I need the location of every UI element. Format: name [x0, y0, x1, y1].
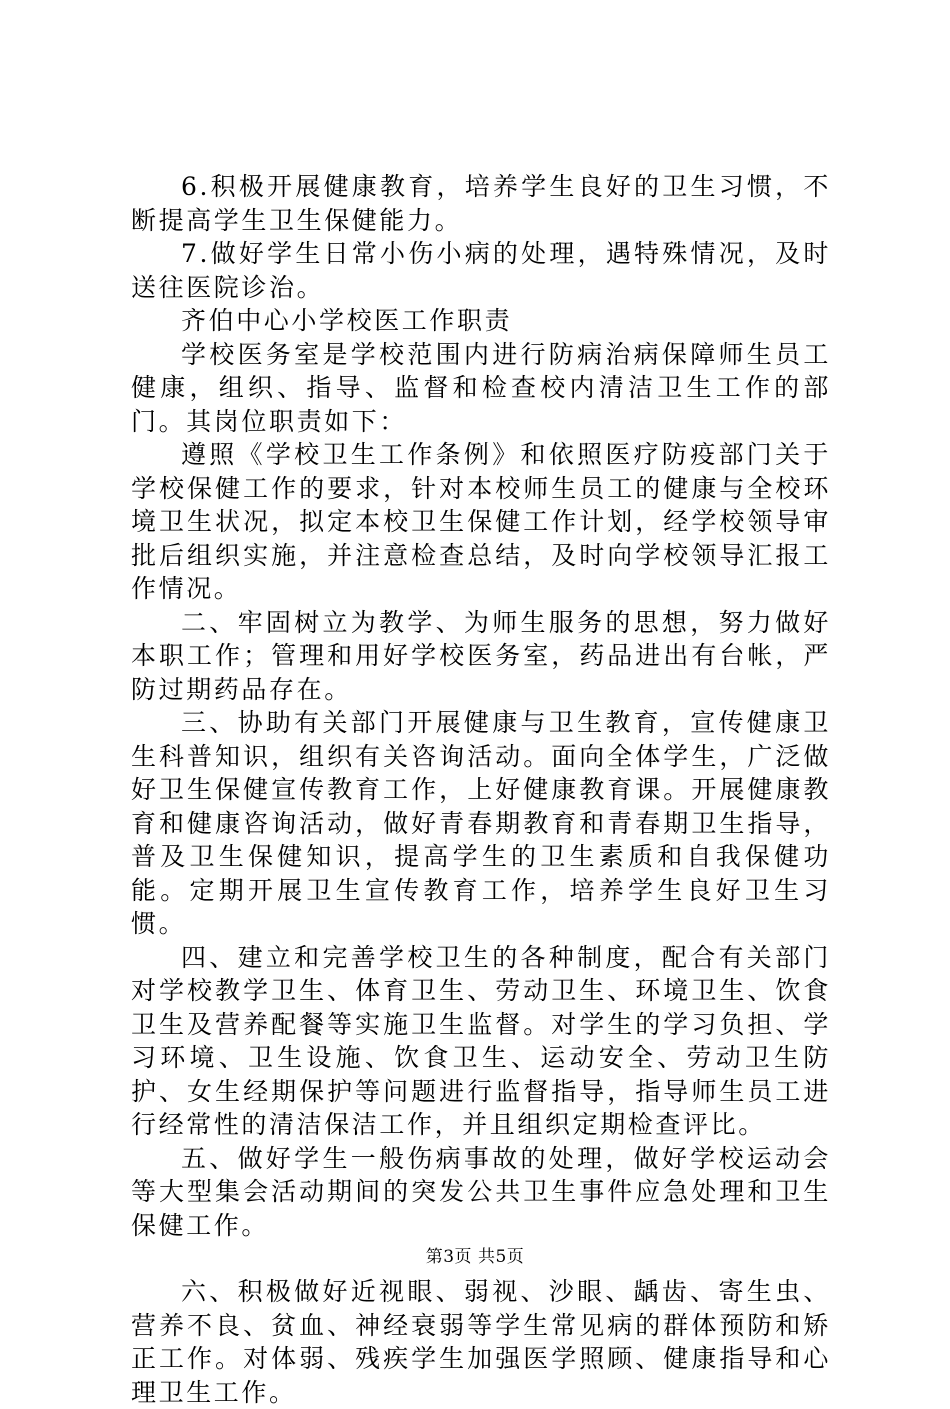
- paragraph-item-6: 6.积极开展健康教育，培养学生良好的卫生习惯，不断提高学生卫生保健能力。: [131, 172, 831, 235]
- paragraph-duty-2: 二、牢固树立为教学、为师生服务的思想，努力做好本职工作；管理和用好学校医务室，药品进出有台帐，严防过期药品存在。: [131, 607, 831, 704]
- paragraph-duty-3: 三、协助有关部门开展健康与卫生教育，宣传健康卫生科普知识，组织有关咨询活动。面向全体学生，广泛做好卫生保健宣传教育工作，上好健康教育课。开展健康教育和健康咨询活动，做好青春期教育和青春期卫生指导，普及卫生保健知识，提高学生的卫生素质和自我保健功能。定期开展卫生宣传教育工作，培养学生良好卫生习惯。: [131, 708, 831, 938]
- paragraph-duty-6: 六、积极做好近视眼、弱视、沙眼、龋齿、寄生虫、营养不良、贫血、神经衰弱等学生常见病的群体预防和矫正工作。对体弱、残疾学生加强医学照顾、健康指导和心理卫生工作。: [131, 1277, 831, 1407]
- paragraph-intro: 学校医务室是学校范围内进行防病治病保障师生员工健康，组织、指导、监督和检查校内清洁卫生工作的部门。其岗位职责如下：: [131, 339, 831, 436]
- section-title: 齐伯中心小学校医工作职责: [181, 306, 513, 335]
- page-number-footer: 第3页 共5页: [425, 1247, 525, 1267]
- document-body: [131, 170, 831, 1409]
- paragraph-item-7: 7.做好学生日常小伤小病的处理，遇特殊情况，及时送往医院诊治。: [131, 239, 831, 302]
- paragraph-duty-4: 四、建立和完善学校卫生的各种制度，配合有关部门对学校教学卫生、体育卫生、劳动卫生、环境卫生、饮食卫生及营养配餐等实施卫生监督。对学生的学习负担、学习环境、卫生设施、饮食卫生、运动安全、劳动卫生防护、女生经期保护等问题进行监督指导，指导师生员工进行经常性的清洁保洁工作，并且组织定期检查评比。: [131, 942, 831, 1139]
- paragraph-duty-5: 五、做好学生一般伤病事故的处理，做好学校运动会等大型集会活动期间的突发公共卫生事件应急处理和卫生保健工作。: [131, 1143, 831, 1240]
- paragraph-duty-1: 遵照《学校卫生工作条例》和依照医疗防疫部门关于学校保健工作的要求，针对本校师生员工的健康与全校环境卫生状况，拟定本校卫生保健工作计划，经学校领导审批后组织实施，并注意检查总结，及时向学校领导汇报工作情况。: [131, 440, 831, 603]
